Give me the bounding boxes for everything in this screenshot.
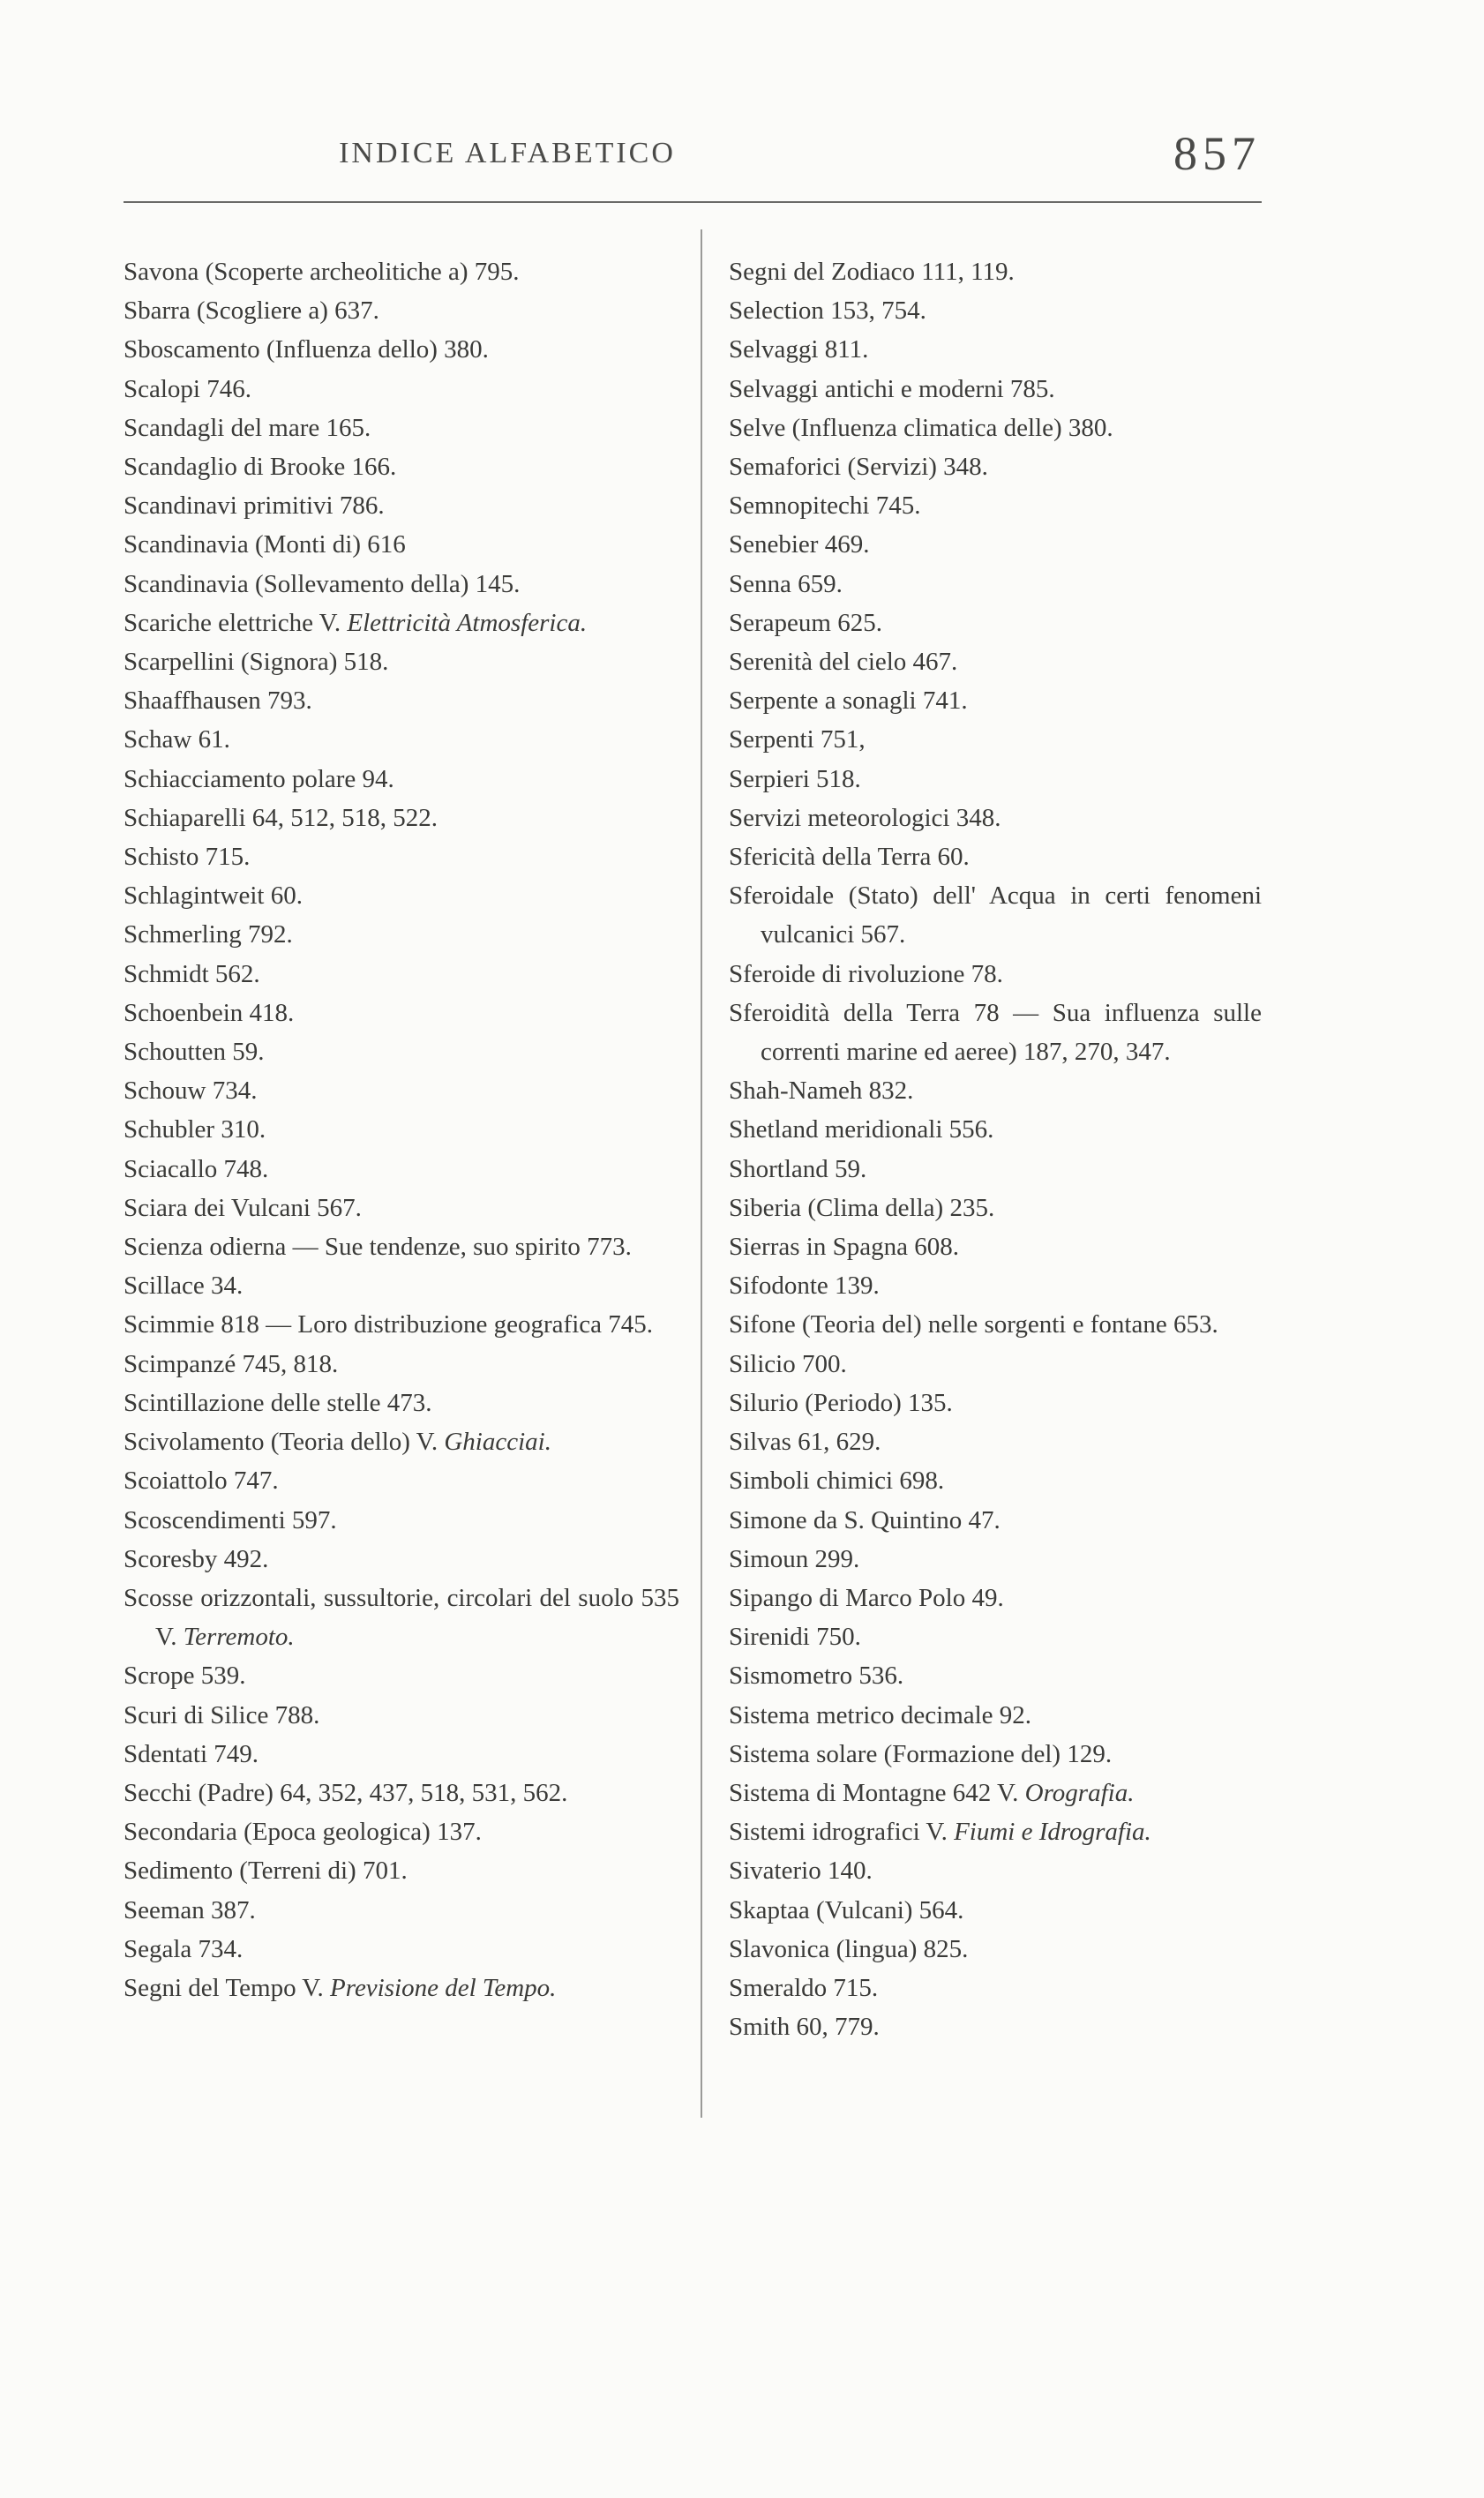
index-entry [124,915,679,954]
index-entry [124,720,679,759]
index-entry-crossref: Orografia. [1024,1778,1135,1807]
index-entry-text: Sdentati 749. [124,1739,259,1768]
index-entry [124,252,679,291]
index-entry [729,1189,1262,1227]
index-entry [729,955,1262,994]
index-entry-text: Schaw 61. [124,725,230,754]
index-entry-text: Senna 659. [729,569,843,598]
index-entry-text: Sierras in Spagna 608. [729,1233,959,1262]
index-entry-text: Sferoidità della Terra 78 — Sua influenza sulle correnti marine ed aeree) 187, 270, 347. [729,998,1262,1067]
index-entry [124,1774,679,1812]
index-entry [124,1345,679,1384]
index-entry-text: Selvaggi 811. [729,335,869,364]
index-entry [729,1540,1262,1579]
index-entry [124,1227,679,1266]
index-entry [729,447,1262,486]
index-entry-text: Serenità del cielo 467. [729,648,958,677]
index-entry-text: Serpieri 518. [729,764,861,793]
index-entry-text: Segni del Zodiaco 111, 119. [729,258,1015,286]
index-entry-crossref: Previsione del Tempo. [330,1973,557,2002]
index-entry-text: Scalopi 746. [124,374,251,403]
index-entry-text: Scoscendimenti 597. [124,1505,337,1534]
index-entry-text: Scandaglio di Brooke 166. [124,453,397,482]
index-entry [124,1501,679,1540]
index-entry-crossref: Elettricità Atmosferica. [347,608,588,637]
index-entry [729,1422,1262,1461]
index-entry [729,1891,1262,1930]
index-entry [124,642,679,681]
index-entry-text: Scillace 34. [124,1272,244,1301]
index-entry [729,1461,1262,1500]
index-entry-text: Sistemi idrografici V. [729,1818,948,1847]
index-entry [729,252,1262,291]
index-entry [124,330,679,369]
index-entry [729,760,1262,799]
index-entry-text: Serpente a sonagli 741. [729,686,968,716]
index-entry [729,1501,1262,1540]
index-entry [729,1110,1262,1149]
index-entry-text: Sismometro 536. [729,1662,904,1691]
index-entry [729,837,1262,876]
index-entry-text: Secchi (Padre) 64, 352, 437, 518, 531, 562. [124,1778,568,1807]
index-entry-crossref: Ghiacciai. [444,1428,551,1457]
index-entry [124,1266,679,1305]
index-entry-text: Schiacciamento polare 94. [124,764,394,793]
index-entry [124,1189,679,1227]
index-entry-text: Scimmie 818 — Loro distribuzione geografica 745. [124,1310,653,1339]
index-entry [124,1812,679,1851]
index-entry-text: Scrope 539. [124,1662,246,1691]
index-entry-text: Shaaffhausen 793. [124,686,312,716]
index-entry-text: Scandinavia (Sollevamento della) 145. [124,569,521,598]
index-entry-text: Scuri di Silice 788. [124,1700,320,1729]
index-entry [729,291,1262,330]
index-entry-text: Silvas 61, 629. [729,1428,881,1457]
index-entry [729,1735,1262,1774]
index-entry-text: Siberia (Clima della) 235. [729,1193,995,1222]
index-entry [729,2007,1262,2046]
index-entry [729,1656,1262,1695]
index-entry [729,330,1262,369]
index-entry-text: Shah-Nameh 832. [729,1076,914,1106]
index-entry [729,1579,1262,1617]
index-entry [124,994,679,1032]
index-entry-text: Servizi meteorologici 348. [729,803,1001,832]
index-entry [729,1266,1262,1305]
index-entry-text: Selection 153, 754. [729,296,926,326]
index-entry-text: Segni del Tempo V. [124,1973,324,2002]
index-entry [729,642,1262,681]
index-entry-text: Scienza odierna — Sue tendenze, suo spirito 773. [124,1233,632,1262]
index-entry [124,1696,679,1735]
index-entry [124,1851,679,1890]
index-entry [729,681,1262,720]
index-entry-text: Schoenbein 418. [124,998,295,1027]
index-entry-text: Sirenidi 750. [729,1623,861,1652]
index-entry-text: Smith 60, 779. [729,2013,880,2042]
index-entry [729,876,1262,954]
index-entry-text: Sifone (Teoria del) nelle sorgenti e fontane 653. [729,1310,1218,1339]
index-entry [124,837,679,876]
index-entry-crossref: Fiumi e Idrografia. [954,1818,1151,1847]
index-entry-text: Sferoide di rivoluzione 78. [729,959,1003,988]
index-entry [729,1696,1262,1735]
index-entry [729,1812,1262,1851]
index-entry [729,370,1262,409]
index-entry-text: Secondaria (Epoca geologica) 137. [124,1818,482,1847]
index-entry-crossref: Terremoto. [183,1623,295,1652]
index-entry-text: Scoresby 492. [124,1544,269,1573]
index-entry-text: Seeman 387. [124,1895,256,1924]
index-entry-text: Selvaggi antichi e moderni 785. [729,374,1055,403]
index-entry [729,1384,1262,1422]
index-entry-text: Sferoidale (Stato) dell' Acqua in certi fenomeni vulcanici 567. [729,881,1262,949]
index-entry-text: Sipango di Marco Polo 49. [729,1583,1004,1612]
index-entry [729,1071,1262,1110]
index-entry-text: Scandagli del mare 165. [124,413,371,442]
index-entry-text: Simoun 299. [729,1544,860,1573]
index-entry-text: Savona (Scoperte archeolitiche a) 795. [124,258,520,286]
index-entry [124,447,679,486]
index-entry [124,486,679,525]
index-entry-text: Schoutten 59. [124,1038,265,1067]
index-entry-text: Slavonica (lingua) 825. [729,1934,969,1963]
index-entry [124,760,679,799]
index-entry [124,1384,679,1422]
index-entry [124,409,679,447]
index-entry-text: Simone da S. Quintino 47. [729,1505,1001,1534]
index-entry-text: Scarpellini (Signora) 518. [124,648,389,677]
index-entry [729,994,1262,1071]
index-entry-text: Serapeum 625. [729,608,882,637]
index-entry-text: Schmerling 792. [124,920,293,949]
index-entry-text: Scimpanzé 745, 818. [124,1349,339,1378]
index-entry [124,1540,679,1579]
index-entry-text: Sciara dei Vulcani 567. [124,1193,362,1222]
index-entry [729,565,1262,604]
index-entry-text: Scivolamento (Teoria dello) V. [124,1428,438,1457]
index-entry [124,1735,679,1774]
column-divider [701,229,702,2118]
index-entry [729,1617,1262,1656]
index-entry-text: Sifodonte 139. [729,1272,880,1301]
index-entry-text: Selve (Influenza climatica delle) 380. [729,413,1113,442]
index-entry-text: Sboscamento (Influenza dello) 380. [124,335,489,364]
index-entry-text: Smeraldo 715. [729,1973,879,2002]
index-entry [124,1032,679,1071]
index-entry [729,1345,1262,1384]
index-entry-text: Sivaterio 140. [729,1857,873,1886]
index-entry [124,565,679,604]
index-entry [124,1422,679,1461]
index-entry-text: Sistema di Montagne 642 V. [729,1778,1019,1807]
index-entry [124,1071,679,1110]
index-entry-text: Silurio (Periodo) 135. [729,1388,953,1417]
index-entry [729,720,1262,759]
index-entry [124,370,679,409]
index-entry [729,486,1262,525]
index-entry-text: Senebier 469. [729,530,870,559]
index-entry [124,955,679,994]
index-entry [124,876,679,915]
index-entry [124,1969,679,2007]
index-entry [124,1891,679,1930]
index-entry-text: Sedimento (Terreni di) 701. [124,1857,408,1886]
index-entry [124,525,679,564]
index-entry [124,681,679,720]
index-entry [729,799,1262,837]
index-entry [124,1305,679,1344]
index-entry-text: Schlagintweit 60. [124,881,303,911]
index-entry-text: Skaptaa (Vulcani) 564. [729,1895,964,1924]
left-index-column [124,252,679,2007]
index-entry [729,604,1262,642]
running-header-title: INDICE ALFABETICO [339,137,676,169]
index-entry-text: Sbarra (Scogliere a) 637. [124,296,379,326]
index-entry-text: Sistema solare (Formazione del) 129. [729,1739,1113,1768]
header-rule [124,201,1262,203]
index-entry-text: Sistema metrico decimale 92. [729,1700,1032,1729]
index-entry [124,1930,679,1969]
index-entry-text: Scandinavia (Monti di) 616 [124,530,406,559]
index-entry-text: Schouw 734. [124,1076,258,1106]
index-entry [729,1930,1262,1969]
right-index-column [729,252,1262,2046]
index-entry-text: Sciacallo 748. [124,1154,269,1183]
index-entry-text: Serpenti 751, [729,725,866,754]
index-entry-text: Schiaparelli 64, 512, 518, 522. [124,803,438,832]
index-entry [729,1150,1262,1189]
index-entry-text: Sfericità della Terra 60. [729,843,970,872]
index-entry-text: Scoiattolo 747. [124,1467,279,1496]
index-entry-text: Semaforici (Servizi) 348. [729,453,988,482]
index-entry-text: Simboli chimici 698. [729,1467,945,1496]
index-entry [729,1969,1262,2007]
index-entry-text: Scintillazione delle stelle 473. [124,1388,432,1417]
index-entry [124,1579,679,1656]
index-entry-text: Segala 734. [124,1934,244,1963]
index-entry [729,1774,1262,1812]
index-entry-text: Scosse orizzontali, sussultorie, circolari del suolo 535 V. [124,1583,679,1652]
index-entry [124,291,679,330]
index-entry [124,1461,679,1500]
index-entry [729,1227,1262,1266]
index-entry-text: Scariche elettriche V. [124,608,341,637]
index-entry-text: Schisto 715. [124,843,251,872]
index-entry-text: Shetland meridionali 556. [729,1115,994,1144]
index-entry-text: Schubler 310. [124,1115,266,1144]
index-entry [729,525,1262,564]
page-number: 857 [1173,127,1261,180]
index-entry [124,1656,679,1695]
index-entry-text: Schmidt 562. [124,959,260,988]
index-entry-text: Scandinavi primitivi 786. [124,491,385,521]
index-entry-text: Semnopitechi 745. [729,491,921,521]
index-entry [124,1110,679,1149]
index-entry [124,604,679,642]
index-entry [124,1150,679,1189]
index-entry-text: Shortland 59. [729,1154,867,1183]
index-entry-text: Silicio 700. [729,1349,847,1378]
index-entry [729,1305,1262,1344]
index-entry [729,409,1262,447]
index-entry [124,799,679,837]
index-entry [729,1851,1262,1890]
